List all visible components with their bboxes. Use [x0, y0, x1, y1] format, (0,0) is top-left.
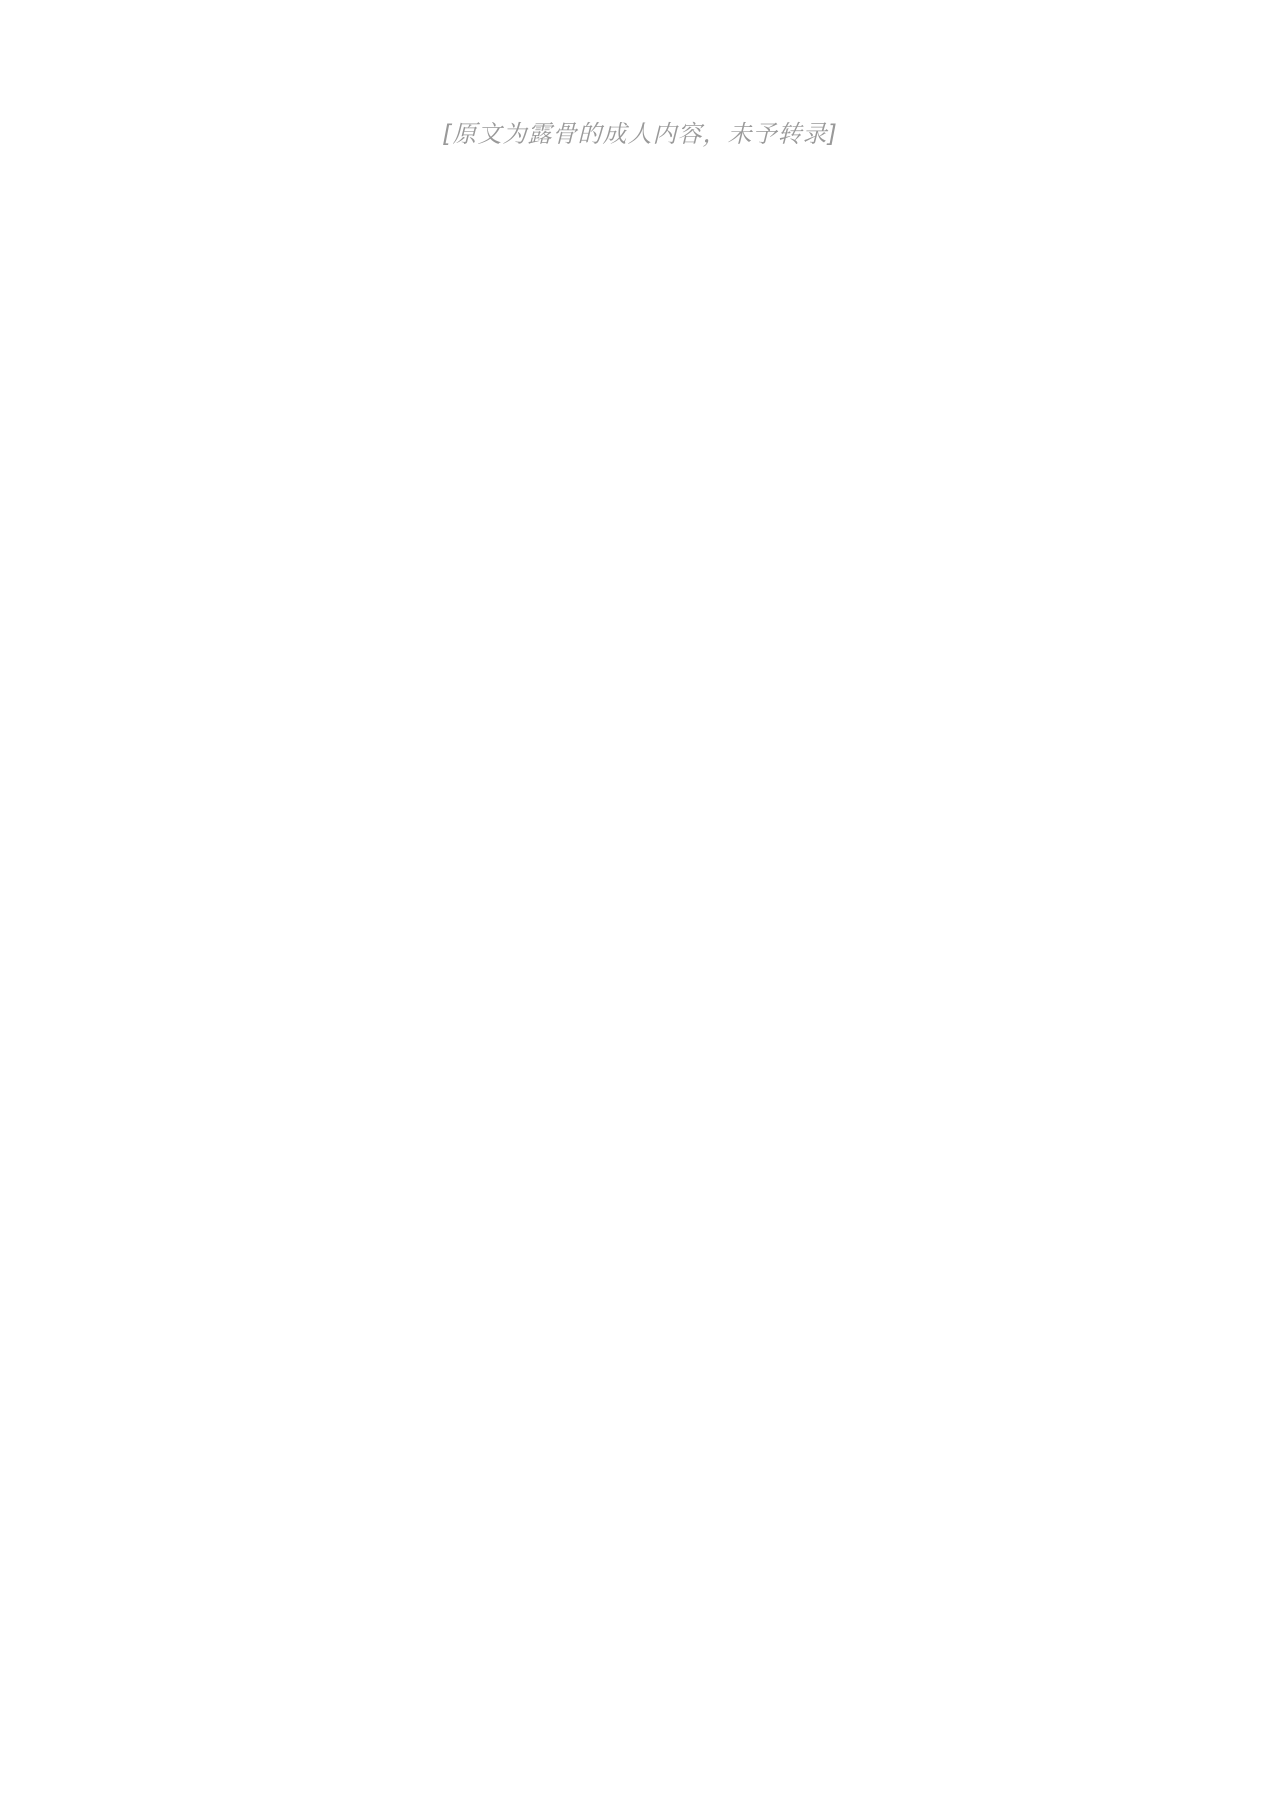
redaction-notice: [原文为露骨的成人内容，未予转录] [442, 120, 838, 148]
